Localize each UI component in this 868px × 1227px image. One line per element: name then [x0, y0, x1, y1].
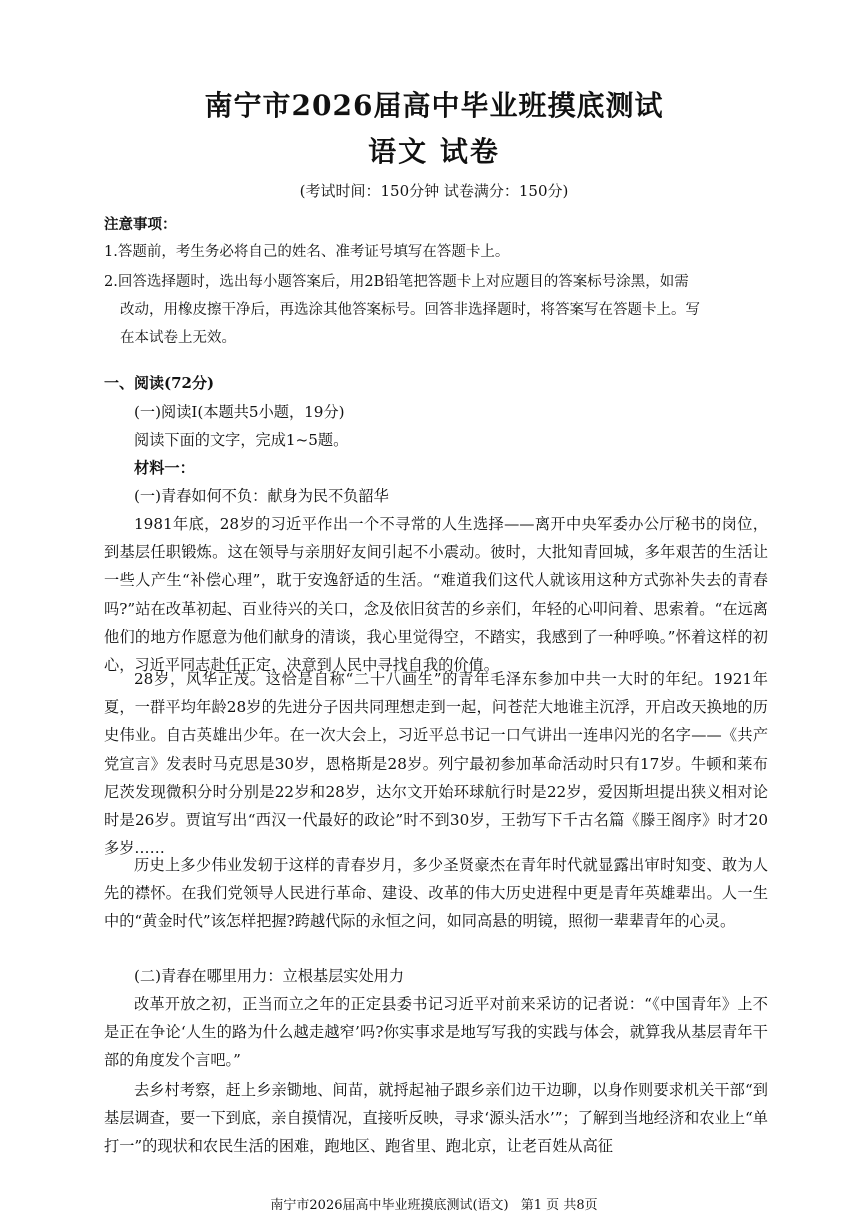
notice-item-2 [104, 268, 784, 352]
instruction: 阅读下面的文字，完成1~5题。 [134, 431, 349, 449]
footer-exam-name: 南宁市2026届高中毕业班摸底测试(语文) [270, 1198, 509, 1213]
page-footer [0, 1194, 868, 1213]
article-heading-1: (一)青春如何不负：献身为民不负韶华 [134, 487, 389, 505]
paragraph-4: 改革开放之初，正当而立之年的正定县委书记习近平对前来采访的记者说：“《中国青年》上不是正在争论‘人生的路为什么越走越窄’吗?你实事求是地写写我的实践与体会，就算我从基层青年干部的角度发个言吧。” [104, 995, 768, 1070]
notice-item-2-line2: 改动，用橡皮擦干净后，再选涂其他答案标号。回答非选择题时，将答案写在答题卡上。写 [120, 302, 700, 318]
footer-page-number: 第1 页 共8页 [520, 1198, 598, 1213]
section-heading: 一、阅读(72分) [104, 374, 215, 392]
subsection-heading: (一)阅读Ⅰ(本题共5小题，19分) [134, 403, 345, 421]
exam-title: 南宁市2026届高中毕业班摸底测试 [204, 89, 664, 122]
material-label: 材料一： [134, 459, 195, 477]
paragraph-1: 1981年底，28岁的习近平作出一个不寻常的人生选择——离开中央军委办公厅秘书的岗位，到基层任职锻炼。这在领导与亲朋好友间引起不小震动。彼时，大批知青回城，多年艰苦的生活让一些人产生“补偿心理”，耽于安逸舒适的生活。“难道我们这代人就该用这种方式弥补失去的青春吗?”站在改革初起、百业待兴的关口，念及依旧贫苦的乡亲们，年轻的心叩问着、思索着。“在远离他们的地方作愿意为他们献身的清谈，我心里觉得空，不踏实，我感到了一种呼唤。”怀着这样的初心，习近平同志赴任正定，决意到人民中寻找自我的价值。 [104, 515, 768, 675]
exam-info: (考试时间：150分钟 试卷满分：150分) [299, 182, 569, 200]
paragraph-5: 去乡村考察，赶上乡亲锄地、间苗，就捋起袖子跟乡亲们边干边聊，以身作则要求机关干部“到基层调查，要一下到底，亲自摸情况，直接听反映，寻求‘源头活水’”；了解到当地经济和农业上“单打一”的现状和农民生活的困难，跑地区、跑省里、跑北京，让老百姓从高征 [104, 1081, 768, 1156]
paragraph-2: 28岁，风华正茂。这恰是自称“二十八画生”的青年毛泽东参加中共一大时的年纪。1921年夏，一群平均年龄28岁的先进分子因共同理想走到一起，问苍茫大地谁主沉浮，开启改天换地的历史伟业。自古英雄出少年。在一次大会上，习近平总书记一口气讲出一连串闪光的名字——《共产党宣言》发表时马克思是30岁，恩格斯是28岁。列宁最初参加革命活动时只有17岁。牛顿和莱布尼茨发现微积分时分别是22岁和28岁，达尔文开始环球航行时是22岁，爱因斯坦提出狭义相对论时是26岁。贾谊写出“西汉一代最好的政论”时不到30岁，王勃写下千古名篇《滕王阁序》时才20多岁…… [104, 670, 768, 858]
exam-subject: 语文 试卷 [368, 135, 500, 168]
notice-item-2-line3: 在本试卷上无效。 [120, 330, 236, 346]
notice-item-2-line1: 2.回答选择题时，选出每小题答案后，用2B铅笔把答题卡上对应题目的答案标号涂黑，如需 [104, 274, 689, 290]
notice-heading: 注意事项： [104, 216, 177, 233]
article-heading-2: (二)青春在哪里用力：立根基层实处用力 [134, 967, 405, 985]
paragraph-3: 历史上多少伟业发轫于这样的青春岁月，多少圣贤豪杰在青年时代就显露出审时知变、敢为人先的襟怀。在我们党领导人民进行革命、建设、改革的伟大历史进程中更是青年英雄辈出。人一生中的“黄金时代”该怎样把握?跨越代际的永恒之问，如同高悬的明镜，照彻一辈辈青年的心灵。 [104, 856, 768, 931]
notice-item-1: 1.答题前，考生务必将自己的姓名、准考证号填写在答题卡上。 [104, 244, 510, 260]
